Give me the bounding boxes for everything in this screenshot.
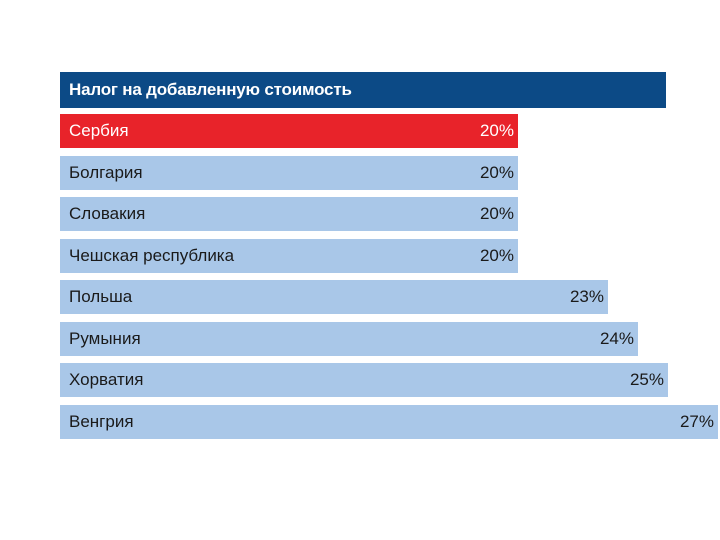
bar-value-label: 20%	[479, 204, 514, 223]
bar-value-label: 27%	[679, 411, 714, 431]
bar-6	[60, 363, 668, 397]
bar-value-label: 24%	[599, 328, 634, 348]
chart-title: Налог на добавленную стоимость	[60, 72, 666, 108]
bar-value-label: 20%	[479, 121, 514, 140]
bar-value-label: 20%	[479, 245, 514, 265]
bar-label: Чешская республика	[69, 245, 235, 265]
bar-1	[60, 156, 518, 190]
bar-label: Венгрия	[69, 411, 134, 431]
bar-5	[60, 322, 638, 356]
bar-4	[60, 280, 608, 314]
bar-label: Словакия	[69, 204, 146, 223]
bar-2	[60, 197, 518, 231]
bar-label: Польша	[69, 287, 133, 306]
bar-value-label: 25%	[629, 370, 664, 389]
bar-label: Румыния	[69, 328, 141, 348]
bar-label: Болгария	[69, 162, 143, 182]
bar-label: Хорватия	[69, 370, 144, 389]
bar-7	[60, 405, 718, 439]
bar-3	[60, 239, 518, 273]
bar-0	[60, 114, 518, 148]
bar-label: Сербия	[69, 121, 129, 140]
bar-value-label: 20%	[479, 162, 514, 182]
bar-value-label: 23%	[569, 287, 604, 306]
